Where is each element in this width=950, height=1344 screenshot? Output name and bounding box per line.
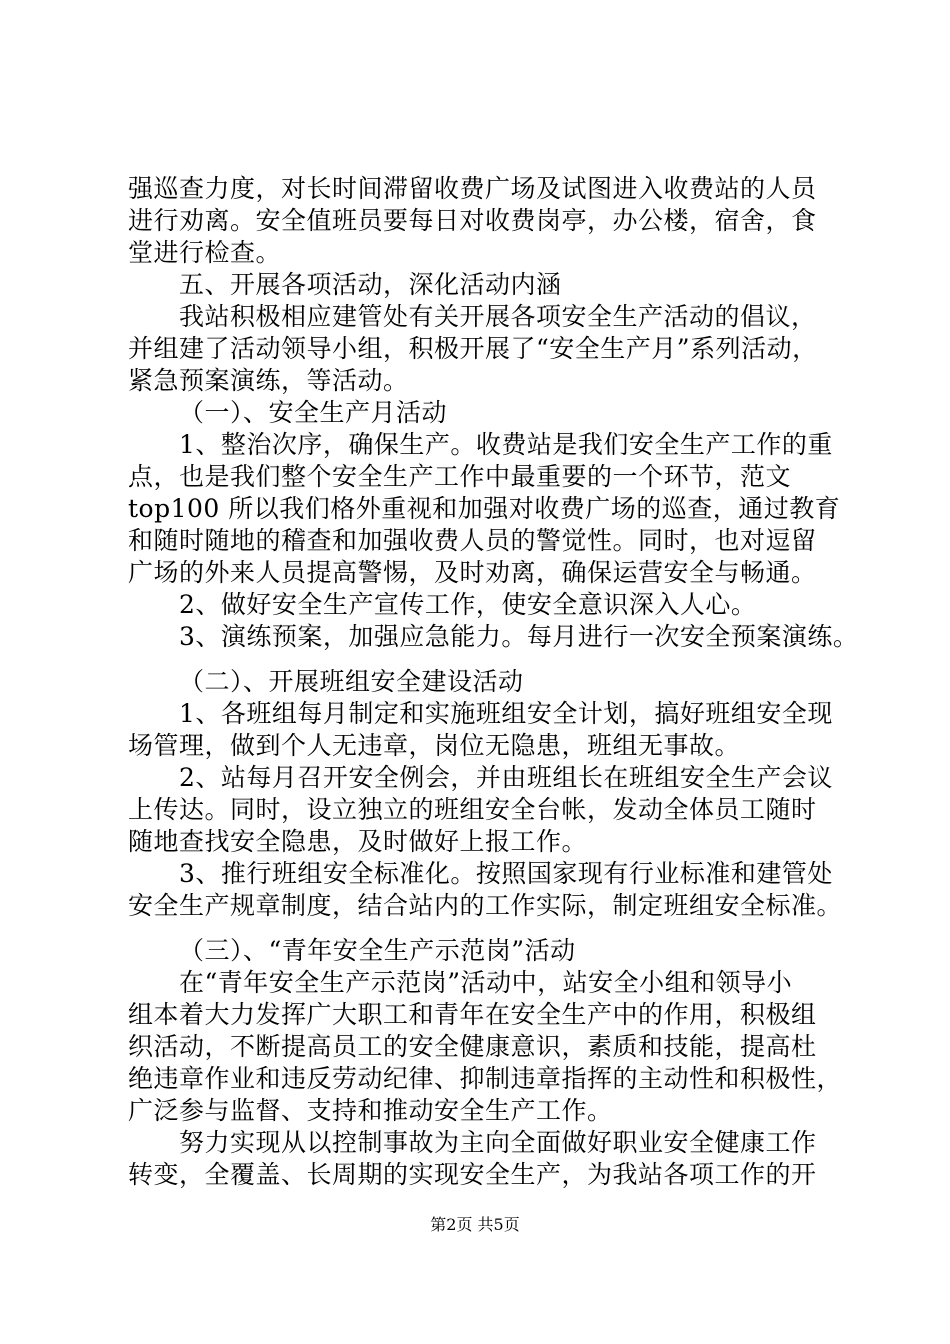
text-line: 强巡查力度，对长时间滞留收费广场及试图进入收费站的人员 (128, 174, 817, 203)
text-line: top100 所以我们格外重视和加强对收费广场的巡查，通过教育 (128, 494, 841, 523)
text-line: 上传达。同时，设立独立的班组安全台帐，发动全体员工随时 (128, 795, 817, 824)
text-line: 转变，全覆盖、长周期的实现安全生产，为我站各项工作的开 (128, 1160, 817, 1189)
text-line: 组本着大力发挥广大职工和青年在安全生产中的作用，积极组 (128, 1000, 817, 1029)
text-line: 2、站每月召开安全例会，并由班组长在班组安全生产会议 (179, 763, 833, 792)
text-line: 在“青年安全生产示范岗”活动中，站安全小组和领导小 (179, 968, 793, 997)
text-line: 1、各班组每月制定和实施班组安全计划，搞好班组安全现 (179, 699, 833, 728)
page-footer: 第2页 共5页 (430, 1215, 520, 1234)
text-line: 绝违章作业和违反劳动纪律、抑制违章指挥的主动性和积极性， (128, 1064, 843, 1093)
text-line: 和随时随地的稽查和加强收费人员的警觉性。同时，也对逗留 (128, 526, 817, 555)
text-line: 随地查找安全隐患，及时做好上报工作。 (128, 827, 588, 856)
text-line: 织活动，不断提高员工的安全健康意识，素质和技能，提高杜 (128, 1032, 817, 1061)
text-line: 点，也是我们整个安全生产工作中最重要的一个环节，范文 (128, 462, 792, 491)
text-line: 2、做好安全生产宣传工作，使安全意识深入人心。 (179, 590, 757, 619)
text-line: 3、演练预案，加强应急能力。每月进行一次安全预案演练。 (179, 622, 859, 651)
subsection-heading: （三）、“青年安全生产示范岗”活动 (179, 936, 576, 965)
text-line: 3、推行班组安全标准化。按照国家现有行业标准和建管处 (179, 859, 833, 888)
text-line: 并组建了活动领导小组，积极开展了“安全生产月”系列活动， (128, 334, 818, 363)
text-line: 场管理，做到个人无违章，岗位无隐患，班组无事故。 (128, 731, 741, 760)
text-line: 进行劝离。安全值班员要每日对收费岗亭，办公楼，宿舍，食 (128, 206, 817, 235)
subsection-heading: （一）、安全生产月活动 (179, 398, 448, 427)
text-line: 安全生产规章制度，结合站内的工作实际，制定班组安全标准。 (128, 891, 843, 920)
subsection-heading: （二）、开展班组安全建设活动 (179, 667, 524, 696)
text-line: 1、整治次序，确保生产。收费站是我们安全生产工作的重 (179, 430, 833, 459)
text-line: 广泛参与监督、支持和推动安全生产工作。 (128, 1096, 613, 1125)
text-line: 我站积极相应建管处有关开展各项安全生产活动的倡议， (179, 302, 817, 331)
text-line: 紧急预案演练，等活动。 (128, 366, 409, 395)
section-heading: 五、开展各项活动，深化活动内涵 (179, 270, 562, 299)
text-line: 广场的外来人员提高警惕，及时劝离，确保运营安全与畅通。 (128, 558, 817, 587)
text-line: 堂进行检查。 (128, 238, 282, 267)
text-line: 努力实现从以控制事故为主向全面做好职业安全健康工作 (179, 1128, 817, 1157)
